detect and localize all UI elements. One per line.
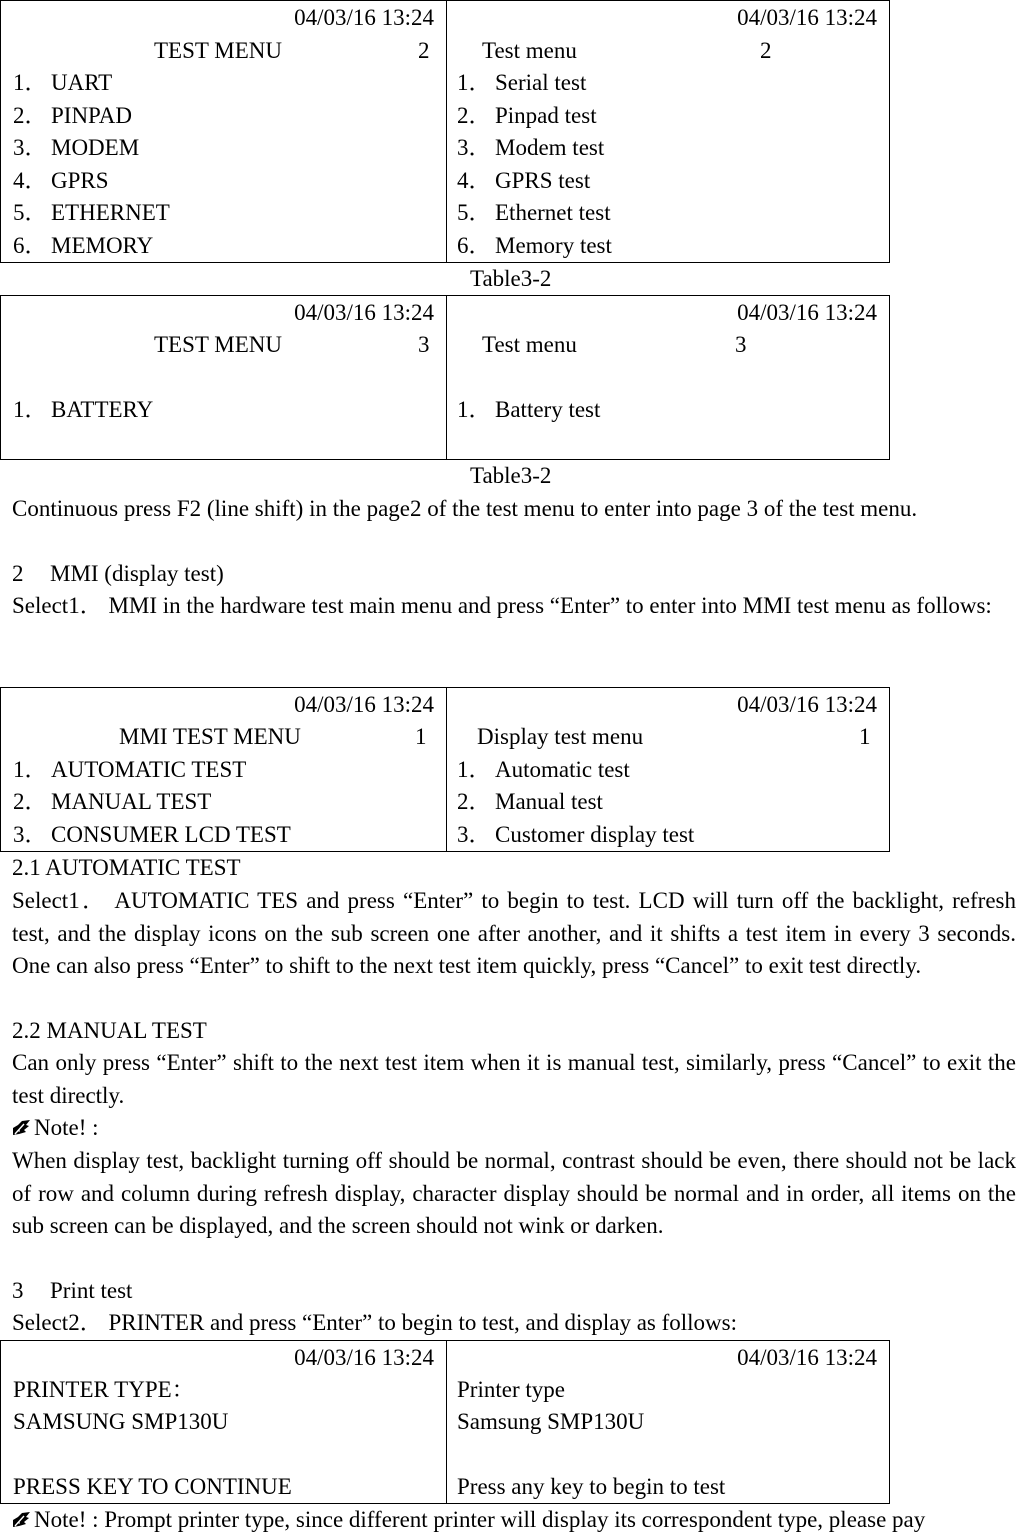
timestamp: 04/03/16 13:24 bbox=[294, 1345, 434, 1370]
subsection-heading: 2.1 AUTOMATIC TEST bbox=[12, 855, 241, 880]
test-menu-page3-table bbox=[0, 295, 890, 460]
table-cell-left bbox=[1, 1341, 447, 1503]
list-item: 2． PINPAD bbox=[13, 103, 132, 128]
list-item: 6． Memory test bbox=[457, 233, 612, 258]
mmi-test-menu-table bbox=[0, 687, 890, 852]
list-item: 1． AUTOMATIC TEST bbox=[13, 757, 247, 782]
list-item: 3． CONSUMER LCD TEST bbox=[13, 822, 291, 847]
list-item: 4． GPRS bbox=[13, 168, 109, 193]
menu-title: TEST MENU bbox=[154, 38, 282, 63]
printer-type-label: Printer type bbox=[457, 1377, 565, 1402]
test-menu-page2-table bbox=[0, 0, 890, 263]
section-heading: 2 MMI (display test) bbox=[12, 561, 224, 586]
list-item: 6． MEMORY bbox=[13, 233, 154, 258]
paragraph: Select1． AUTOMATIC TES and press “Enter” to begin to test. LCD will turn off the backlight, refresh test, and the display icons on the sub screen one after another, and it shifts a test item in every 3 seconds. One can also press “Enter” to shift to the next test item quickly, press “Cancel” to exit test directly. bbox=[12, 888, 1016, 978]
list-item: 2． Pinpad test bbox=[457, 103, 597, 128]
list-item: 3． Modem test bbox=[457, 135, 605, 160]
prompt-text: Press any key to begin to test bbox=[457, 1474, 726, 1499]
list-item: 1． Automatic test bbox=[457, 757, 630, 782]
menu-title: Display test menu bbox=[477, 724, 644, 749]
table-cell-left bbox=[1, 296, 447, 459]
list-item: 1． Battery test bbox=[457, 397, 601, 422]
list-item: 4． GPRS test bbox=[457, 168, 591, 193]
timestamp: 04/03/16 13:24 bbox=[294, 692, 434, 717]
table-cell-left bbox=[1, 688, 447, 851]
printer-test-table bbox=[0, 1340, 890, 1504]
timestamp: 04/03/16 13:24 bbox=[737, 300, 877, 325]
list-item: 3． Customer display test bbox=[457, 822, 695, 847]
list-item: 1． UART bbox=[13, 70, 113, 95]
menu-page: 1 bbox=[859, 724, 871, 749]
note-label: Note! : bbox=[12, 1112, 99, 1144]
timestamp: 04/03/16 13:24 bbox=[737, 5, 877, 30]
note-pen-icon bbox=[12, 1119, 32, 1137]
menu-page: 3 bbox=[735, 332, 747, 357]
list-item: 2． MANUAL TEST bbox=[13, 789, 212, 814]
timestamp: 04/03/16 13:24 bbox=[737, 1345, 877, 1370]
paragraph: Select1． MMI in the hardware test main menu and press “Enter” to enter into MMI test menu as follows: bbox=[12, 593, 992, 618]
menu-page: 1 bbox=[415, 724, 427, 749]
timestamp: 04/03/16 13:24 bbox=[294, 300, 434, 325]
list-item: 2． Manual test bbox=[457, 789, 603, 814]
prompt-text: PRESS KEY TO CONTINUE bbox=[13, 1474, 292, 1499]
list-item: 1． BATTERY bbox=[13, 397, 154, 422]
table-cell-right bbox=[446, 688, 889, 851]
paragraph: Select2． PRINTER and press “Enter” to begin to test, and display as follows: bbox=[12, 1310, 738, 1335]
printer-type-label: PRINTER TYPE： bbox=[13, 1377, 195, 1402]
menu-page: 3 bbox=[418, 332, 430, 357]
list-item: 5． ETHERNET bbox=[13, 200, 170, 225]
printer-model: SAMSUNG SMP130U bbox=[13, 1409, 229, 1434]
note-footer: Note! : Prompt printer type, since different printer will display its correspondent type, please pay bbox=[12, 1504, 925, 1536]
paragraph: Can only press “Enter” shift to the next test item when it is manual test, similarly, press “Cancel” to exit the test directly. bbox=[12, 1050, 1016, 1108]
menu-page: 2 bbox=[760, 38, 772, 63]
paragraph: Continuous press F2 (line shift) in the page2 of the test menu to enter into page 3 of the test menu. bbox=[12, 496, 918, 521]
printer-model: Samsung SMP130U bbox=[457, 1409, 645, 1434]
table-cell-right bbox=[446, 296, 889, 459]
table-cell-right bbox=[446, 1, 889, 262]
menu-page: 2 bbox=[418, 38, 430, 63]
table-caption: Table3-2 bbox=[470, 266, 552, 291]
subsection-heading: 2.2 MANUAL TEST bbox=[12, 1018, 207, 1043]
menu-title: Test menu bbox=[482, 38, 577, 63]
list-item: 3． MODEM bbox=[13, 135, 140, 160]
note-pen-icon bbox=[12, 1511, 32, 1529]
menu-title: MMI TEST MENU bbox=[119, 724, 301, 749]
paragraph: When display test, backlight turning off should be normal, contrast should be even, there should not be lack of row and column during refresh display, character display should be normal and in order, all items on the sub screen can be displayed, and the screen should not wink or darken. bbox=[12, 1148, 1016, 1238]
timestamp: 04/03/16 13:24 bbox=[737, 692, 877, 717]
list-item: 1． Serial test bbox=[457, 70, 587, 95]
list-item: 5． Ethernet test bbox=[457, 200, 611, 225]
table-cell-left bbox=[1, 1, 447, 262]
menu-title: Test menu bbox=[482, 332, 577, 357]
timestamp: 04/03/16 13:24 bbox=[294, 5, 434, 30]
table-cell-right bbox=[446, 1341, 889, 1503]
menu-title: TEST MENU bbox=[154, 332, 282, 357]
section-heading: 3 Print test bbox=[12, 1278, 133, 1303]
table-caption: Table3-2 bbox=[470, 463, 552, 488]
